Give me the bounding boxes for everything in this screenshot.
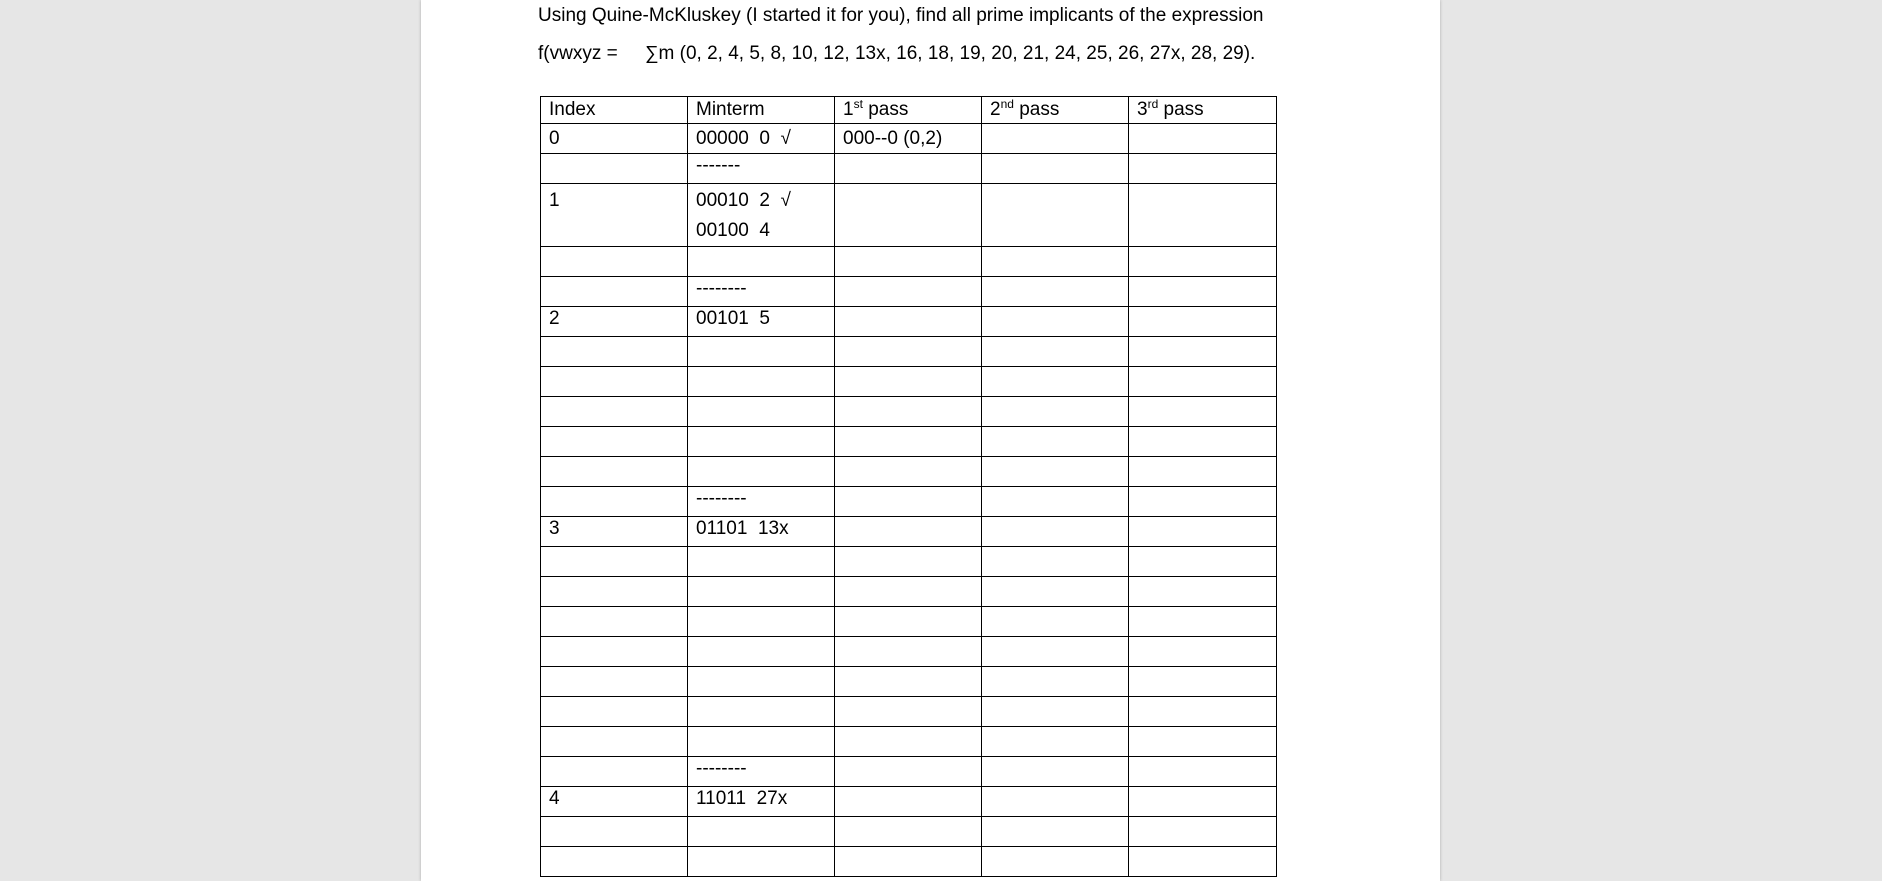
pass-2-cell: [982, 247, 1129, 277]
pass-2-cell: [982, 547, 1129, 577]
pass-2-cell: [982, 487, 1129, 517]
table-row: [541, 154, 1277, 184]
pass-1-cell: [835, 517, 982, 547]
index-cell: 2: [541, 307, 688, 337]
index-cell: [541, 154, 688, 184]
index-cell: 1: [541, 184, 688, 247]
pass-1-cell: [835, 787, 982, 817]
index-cell: [541, 427, 688, 457]
header-pass-1: 1st pass: [835, 97, 982, 124]
pass-1-cell: [835, 757, 982, 787]
pass-2-cell: [982, 154, 1129, 184]
document-page: [421, 0, 1440, 881]
table-row: [541, 577, 1277, 607]
minterm-cell: 01101 13x: [688, 517, 835, 547]
table-row: [541, 667, 1277, 697]
header-pass-2: 2nd pass: [982, 97, 1129, 124]
index-cell: [541, 367, 688, 397]
pass-2-cell: [982, 607, 1129, 637]
pass-2-cell: [982, 817, 1129, 847]
table-row: [541, 337, 1277, 367]
pass-3-cell: [1129, 184, 1277, 247]
table-row: [541, 247, 1277, 277]
pass-1-cell: [835, 667, 982, 697]
table-row: [541, 547, 1277, 577]
pass-1-cell: [835, 697, 982, 727]
minterm-cell: 11011 27x: [688, 787, 835, 817]
minterm-cell: [688, 367, 835, 397]
minterm-cell: [688, 667, 835, 697]
pass-1-cell: [835, 427, 982, 457]
index-cell: [541, 697, 688, 727]
pass-2-cell: [982, 397, 1129, 427]
function-prefix: f(vwxyz =: [538, 43, 623, 64]
table-row: [541, 817, 1277, 847]
table-row: [541, 124, 1277, 154]
pass-2-cell: [982, 427, 1129, 457]
header-index: Index: [541, 97, 688, 124]
table-row: [541, 607, 1277, 637]
table-row: [541, 757, 1277, 787]
pass-3-cell: [1129, 607, 1277, 637]
pass-3-cell: [1129, 577, 1277, 607]
pass-1-cell: [835, 637, 982, 667]
minterm-cell: [688, 817, 835, 847]
table-row: [541, 487, 1277, 517]
index-cell: [541, 457, 688, 487]
pass-3-cell: [1129, 787, 1277, 817]
pass-1-cell: [835, 184, 982, 247]
question-text: Using Quine-McKluskey (I started it for you), find all prime implicants of the expression: [538, 5, 1264, 26]
pass-1-cell: [835, 547, 982, 577]
pass-2-cell: [982, 577, 1129, 607]
pass-3-cell: [1129, 397, 1277, 427]
header-row: [541, 97, 1277, 124]
index-cell: 0: [541, 124, 688, 154]
pass-3-cell: [1129, 457, 1277, 487]
pass-1-cell: [835, 457, 982, 487]
pass-2-cell: [982, 727, 1129, 757]
minterm-cell: -------: [688, 154, 835, 184]
index-cell: [541, 667, 688, 697]
pass-2-cell: [982, 637, 1129, 667]
pass-2-cell: [982, 124, 1129, 154]
pass-3-cell: [1129, 517, 1277, 547]
table-row: [541, 847, 1277, 877]
index-cell: [541, 247, 688, 277]
minterm-cell: [688, 577, 835, 607]
pass-1-cell: [835, 607, 982, 637]
pass-2-cell: [982, 367, 1129, 397]
pass-1-cell: [835, 487, 982, 517]
pass-2-cell: [982, 757, 1129, 787]
header-minterm: Minterm: [688, 97, 835, 124]
index-cell: [541, 847, 688, 877]
minterm-entry: 00010 2 √: [696, 190, 791, 211]
index-cell: [541, 727, 688, 757]
pass-3-cell: [1129, 367, 1277, 397]
pass-1-cell: [835, 817, 982, 847]
table-row: [541, 367, 1277, 397]
minterm-cell: [688, 547, 835, 577]
index-cell: [541, 277, 688, 307]
pass-1-cell: [835, 367, 982, 397]
pass-3-cell: [1129, 337, 1277, 367]
table-row: [541, 457, 1277, 487]
minterm-cell: [688, 427, 835, 457]
pass-1-cell: [835, 847, 982, 877]
table-row: [541, 307, 1277, 337]
pass-3-cell: [1129, 307, 1277, 337]
table-row: [541, 517, 1277, 547]
pass-3-cell: [1129, 427, 1277, 457]
index-cell: 4: [541, 787, 688, 817]
index-cell: [541, 487, 688, 517]
minterm-cell: [688, 397, 835, 427]
pass-3-cell: [1129, 124, 1277, 154]
pass-2-cell: [982, 697, 1129, 727]
table-row: [541, 697, 1277, 727]
pass-3-cell: [1129, 547, 1277, 577]
table-row: [541, 787, 1277, 817]
minterm-cell: [688, 697, 835, 727]
pass-1-cell: [835, 397, 982, 427]
index-cell: [541, 817, 688, 847]
minterm-cell: [688, 337, 835, 367]
minterm-cell: [688, 247, 835, 277]
minterm-cell: 00000 0 √: [688, 124, 835, 154]
table-row: [541, 277, 1277, 307]
pass-1-cell: 000--0 (0,2): [835, 124, 982, 154]
table-row: [541, 427, 1277, 457]
minterm-cell: [688, 457, 835, 487]
index-cell: [541, 547, 688, 577]
pass-3-cell: [1129, 277, 1277, 307]
pass-2-cell: [982, 184, 1129, 247]
minterm-cell: [688, 637, 835, 667]
function-expression: [538, 43, 1255, 65]
pass-1-cell: [835, 337, 982, 367]
index-cell: [541, 757, 688, 787]
pass-1-cell: [835, 277, 982, 307]
pass-1-cell: [835, 247, 982, 277]
index-cell: [541, 397, 688, 427]
index-cell: [541, 577, 688, 607]
pass-1-cell: [835, 307, 982, 337]
minterm-cell: 00101 5: [688, 307, 835, 337]
index-cell: 3: [541, 517, 688, 547]
pass-2-cell: [982, 667, 1129, 697]
minterm-sum: ∑m (0, 2, 4, 5, 8, 10, 12, 13x, 16, 18, 19, 20, 21, 24, 25, 26, 27x, 28, 29).: [644, 43, 1256, 64]
pass-3-cell: [1129, 757, 1277, 787]
minterm-cell: --------: [688, 757, 835, 787]
pass-2-cell: [982, 787, 1129, 817]
minterm-cell: [688, 847, 835, 877]
pass-3-cell: [1129, 667, 1277, 697]
table-row: [541, 397, 1277, 427]
table-row: [541, 637, 1277, 667]
minterm-cell: [688, 607, 835, 637]
pass-1-cell: [835, 577, 982, 607]
pass-3-cell: [1129, 154, 1277, 184]
header-pass-3: 3rd pass: [1129, 97, 1277, 124]
minterm-cell: --------: [688, 487, 835, 517]
minterm-cell: --------: [688, 277, 835, 307]
pass-3-cell: [1129, 847, 1277, 877]
pass-2-cell: [982, 517, 1129, 547]
pass-2-cell: [982, 277, 1129, 307]
index-cell: [541, 337, 688, 367]
quine-mccluskey-table: [540, 96, 1277, 877]
pass-3-cell: [1129, 817, 1277, 847]
table-row: [541, 184, 1277, 247]
pass-3-cell: [1129, 487, 1277, 517]
pass-2-cell: [982, 847, 1129, 877]
pass-1-cell: [835, 154, 982, 184]
index-cell: [541, 607, 688, 637]
pass-3-cell: [1129, 697, 1277, 727]
table-row: [541, 727, 1277, 757]
minterm-cell: [688, 184, 835, 247]
pass-1-cell: [835, 727, 982, 757]
pass-3-cell: [1129, 637, 1277, 667]
minterm-entry: 00100 4: [696, 220, 770, 241]
pass-2-cell: [982, 457, 1129, 487]
minterm-cell: [688, 727, 835, 757]
pass-2-cell: [982, 307, 1129, 337]
pass-3-cell: [1129, 727, 1277, 757]
pass-2-cell: [982, 337, 1129, 367]
pass-3-cell: [1129, 247, 1277, 277]
index-cell: [541, 637, 688, 667]
